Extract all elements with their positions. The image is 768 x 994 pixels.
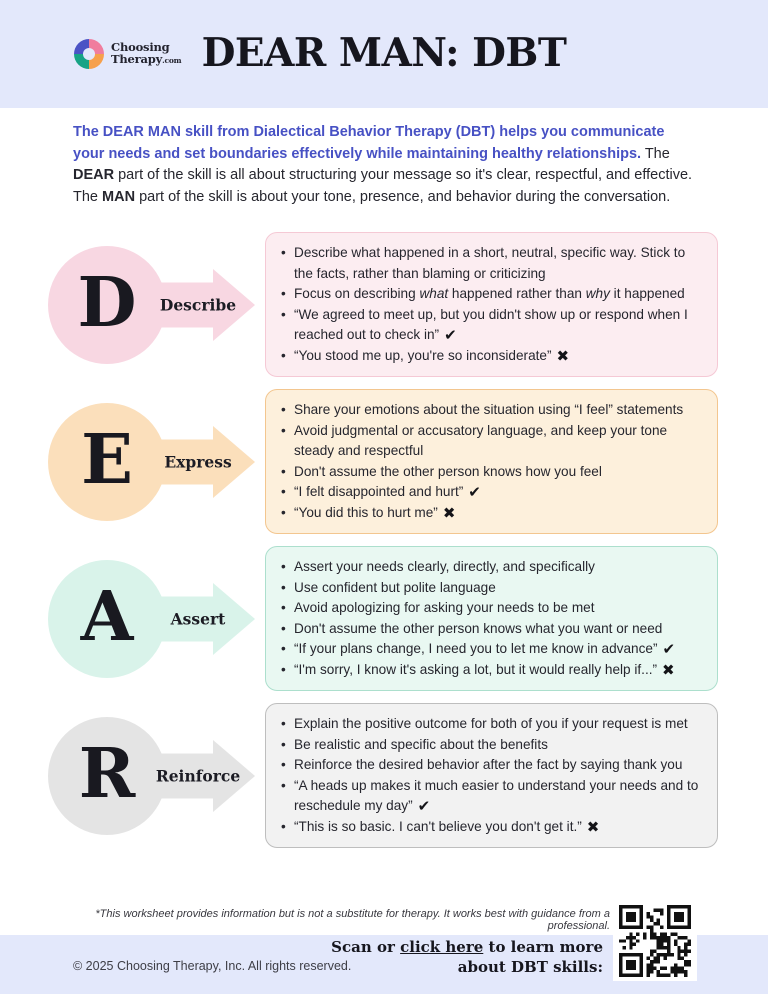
intro-lead: The DEAR MAN skill from Dialectical Behavior Therapy (DBT) helps you communicate your needs and set boundaries effectively while maintaining healthy relationships. [73,124,665,162]
skill-box [265,389,718,534]
check-icon: ✔ [468,483,481,501]
bullet-list [278,400,703,523]
skill-row [48,703,718,848]
bullet-item: • “A heads up makes it much easier to understand your needs and to reschedule my day” ✔ [278,776,703,817]
skill-box [265,232,718,377]
click-here-link[interactable]: click here [400,938,484,956]
bullet-item: • Use confident but polite language [278,578,703,599]
check-icon: ✔ [662,640,676,658]
skill-box [265,546,718,691]
skill-label: Reinforce [155,766,241,785]
letter-graphic [48,391,255,533]
letter-graphic [48,234,255,376]
skill-box [265,703,718,848]
intro-paragraph [73,122,697,208]
cross-icon: ✖ [586,817,600,836]
intro-text: part of the skill is all about structuring your message so it's clear, respectful, and effective. The [73,167,693,205]
scan-text [303,937,603,977]
skill-label: Describe [159,295,237,314]
skill-letter: A [80,576,134,657]
intro-bold-man: MAN [102,188,136,205]
scan-prefix: Scan or [331,938,401,956]
bullet-item: • Explain the positive outcome for both of you if your request is met [278,714,703,735]
bullet-item: • Reinforce the desired behavior after the fact by saying thank you [278,755,703,776]
cross-icon: ✖ [442,503,456,522]
page-title: DEAR MAN: DBT [201,30,567,77]
intro-text: part of the skill is about your tone, presence, and behavior during the conversation. [135,188,671,205]
skill-letter: R [78,733,136,814]
bullet-item: • Avoid judgmental or accusatory language, and keep your tone steady and respectful [278,421,703,462]
cross-icon: ✖ [556,346,570,365]
intro-text: The [641,145,670,162]
disclaimer-text: *This worksheet provides information but is not a substitute for therapy. It works best with guidance from a professional. [95,908,610,932]
letter-graphic [48,548,255,690]
logo-line1: Choosing [111,40,170,54]
qr-code [613,901,697,981]
skill-letter: E [81,419,133,500]
bullet-item: • Describe what happened in a short, neutral, specific way. Stick to the facts, rather than blaming or criticizing [278,243,703,284]
qr-code-icon [619,905,691,977]
copyright-text: © 2025 Choosing Therapy, Inc. All rights reserved. [73,959,352,973]
logo-line2: Therapy [111,52,163,66]
bullet-item: • “I felt disappointed and hurt” ✔ [278,482,703,503]
bullet-item: • “If your plans change, I need you to let me know in advance” ✔ [278,639,703,660]
letter-graphic [48,705,255,847]
skill-label: Assert [170,609,226,628]
bullet-item: • “I'm sorry, I know it's asking a lot, but it would really help if...” ✖ [278,660,703,681]
bullet-item: • Focus on describing what happened rather than why it happened [278,284,703,305]
bullet-list [278,557,703,680]
bullet-item: • Be realistic and specific about the benefits [278,735,703,756]
bullet-item: • Don't assume the other person knows how you feel [278,462,703,483]
check-icon: ✔ [444,326,457,344]
bullet-item: • Assert your needs clearly, directly, and specifically [278,557,703,578]
bullet-list [278,243,703,366]
skill-sections [0,232,768,848]
bullet-item: • Don't assume the other person knows what you want or need [278,619,703,640]
skill-row [48,389,718,534]
bullet-item: • “You stood me up, you're so inconsiderate” ✖ [278,346,703,367]
skill-row [48,546,718,691]
logo-suffix: .com [162,56,182,65]
header-band [0,0,768,108]
skill-letter: D [77,262,137,343]
bullet-item: • Share your emotions about the situation using “I feel” statements [278,400,703,421]
bullet-list [278,714,703,837]
scan-suffix: to learn more about DBT skills: [457,938,603,976]
skill-label: Express [164,452,232,471]
intro-bold-dear: DEAR [73,167,115,183]
bullet-item: • “We agreed to meet up, but you didn't show up or respond when I reached out to check in” ✔ [278,305,703,346]
skill-row [48,232,718,377]
bullet-item: • Avoid apologizing for asking your needs to be met [278,598,703,619]
check-icon: ✔ [417,797,431,815]
bullet-item: • “You did this to hurt me” ✖ [278,503,703,524]
cross-icon: ✖ [662,660,675,679]
bullet-item: • “This is so basic. I can't believe you don't get it.” ✖ [278,817,703,838]
